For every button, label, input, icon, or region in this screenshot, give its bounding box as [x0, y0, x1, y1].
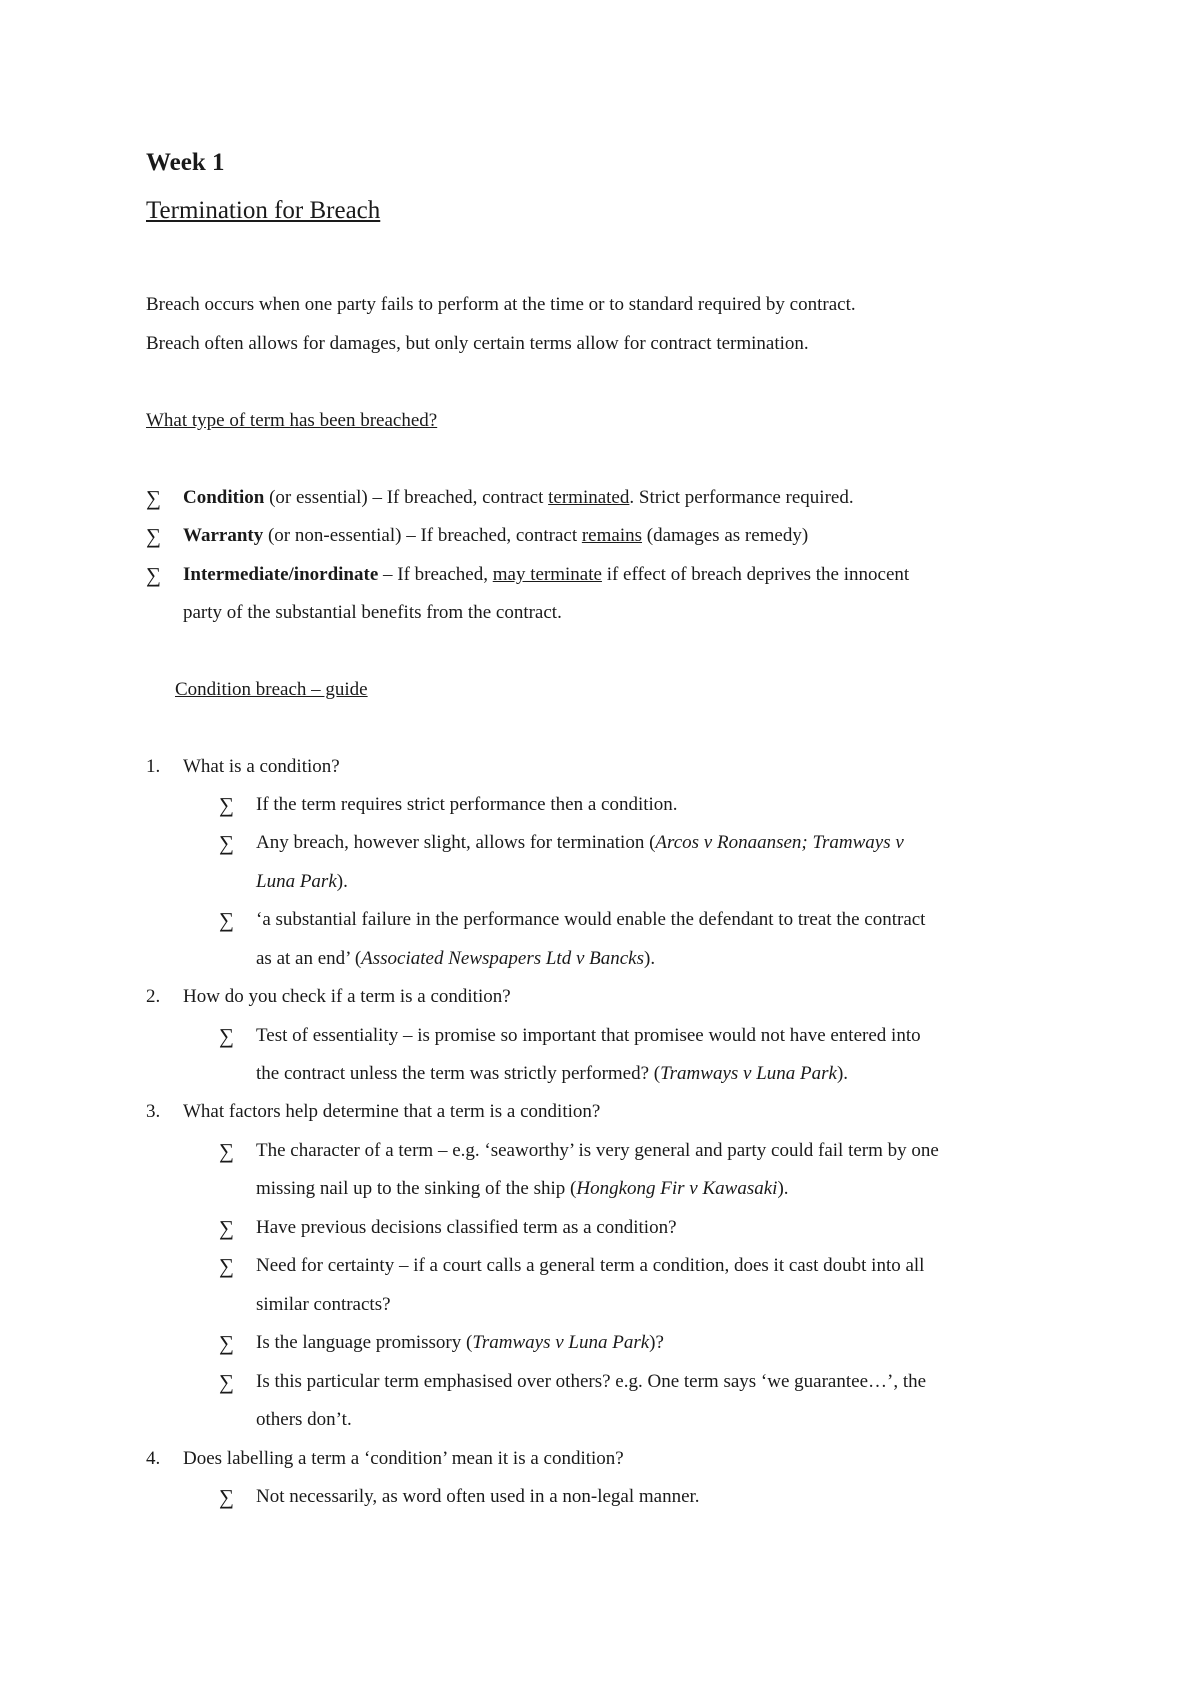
- list-number: 4.: [146, 1448, 161, 1469]
- intro-line-2: Breach often allows for damages, but only certain terms allow for contract termination.: [146, 333, 809, 354]
- q3-bullet-3-cont: similar contracts?: [256, 1294, 391, 1315]
- question-2: How do you check if a term is a condition?: [183, 986, 511, 1007]
- q1-bullet-3-cont: as at an end’ (Associated Newspapers Ltd v Bancks).: [256, 948, 656, 969]
- key-word: may terminate: [492, 564, 602, 585]
- q2-bullet-1-cont: the contract unless the term was strictly performed? (Tramways v Luna Park).: [256, 1063, 849, 1084]
- question-4: Does labelling a term a ‘condition’ mean it is a condition?: [183, 1448, 624, 1469]
- bullet-warranty: Warranty (or non-essential) – If breached, contract remains (damages as remedy): [183, 525, 809, 546]
- case-citation: Luna Park: [256, 871, 337, 892]
- q2-bullet-1: Test of essentiality – is promise so important that promisee would not have entered into: [256, 1025, 921, 1046]
- sigma-bullet-icon: ∑: [219, 793, 234, 817]
- q1-bullet-2-cont: Luna Park).: [256, 871, 348, 892]
- case-citation: Tramways v Luna Park: [660, 1063, 837, 1084]
- term-name: Condition: [183, 487, 265, 508]
- q3-bullet-2: Have previous decisions classified term as a condition?: [256, 1217, 677, 1238]
- sigma-bullet-icon: ∑: [219, 1216, 234, 1240]
- sigma-bullet-icon: ∑: [219, 1370, 234, 1394]
- question-1: What is a condition?: [183, 756, 340, 777]
- q3-bullet-5: Is this particular term emphasised over others? e.g. One term says ‘we guarantee…’, the: [256, 1371, 927, 1392]
- case-citation: Associated Newspapers Ltd v Bancks: [361, 948, 645, 969]
- q3-bullet-1: The character of a term – e.g. ‘seaworthy’ is very general and party could fail term by one: [256, 1140, 939, 1161]
- case-citation: Tramways v Luna Park: [472, 1332, 650, 1353]
- sigma-bullet-icon: ∑: [219, 1254, 234, 1278]
- bullet-condition: Condition (or essential) – If breached, contract terminated. Strict performance required.: [183, 487, 854, 508]
- key-word: remains: [581, 525, 643, 546]
- case-citation: Arcos v Ronaansen; Tramways v: [655, 832, 904, 853]
- intro-line-1: Breach occurs when one party fails to perform at the time or to standard required by contract.: [146, 294, 856, 315]
- q1-bullet-3: ‘a substantial failure in the performance would enable the defendant to treat the contract: [256, 909, 926, 930]
- case-citation: Hongkong Fir v Kawasaki: [576, 1178, 778, 1199]
- sigma-bullet-icon: ∑: [219, 1485, 234, 1509]
- q3-bullet-1-cont: missing nail up to the sinking of the ship (Hongkong Fir v Kawasaki).: [256, 1178, 789, 1199]
- bullet-intermediate-cont: party of the substantial benefits from the contract.: [183, 602, 562, 623]
- q3-bullet-4: Is the language promissory (Tramways v Luna Park)?: [256, 1332, 664, 1353]
- sigma-bullet-icon: ∑: [146, 563, 161, 587]
- page-title: Termination for Breach: [146, 197, 381, 224]
- sigma-bullet-icon: ∑: [146, 524, 161, 548]
- sigma-bullet-icon: ∑: [219, 831, 234, 855]
- question-3: What factors help determine that a term is a condition?: [183, 1101, 601, 1122]
- sigma-bullet-icon: ∑: [219, 1331, 234, 1355]
- sigma-bullet-icon: ∑: [146, 486, 161, 510]
- list-number: 3.: [146, 1101, 161, 1122]
- q3-bullet-5-cont: others don’t.: [256, 1409, 352, 1430]
- q1-bullet-2: Any breach, however slight, allows for termination (Arcos v Ronaansen; Tramways v: [256, 832, 904, 853]
- section-heading-term-type: What type of term has been breached?: [146, 410, 438, 431]
- q4-bullet-1: Not necessarily, as word often used in a non-legal manner.: [256, 1486, 700, 1507]
- list-number: 2.: [146, 986, 161, 1007]
- sigma-bullet-icon: ∑: [219, 908, 234, 932]
- key-word: terminated: [548, 487, 630, 508]
- week-heading: Week 1: [146, 149, 225, 176]
- term-name: Intermediate/inordinate: [183, 564, 379, 585]
- list-number: 1.: [146, 756, 161, 777]
- q1-bullet-1: If the term requires strict performance then a condition.: [256, 794, 678, 815]
- guide-heading: Condition breach – guide: [175, 679, 368, 700]
- bullet-intermediate: Intermediate/inordinate – If breached, may terminate if effect of breach deprives the innocent: [183, 564, 910, 585]
- sigma-bullet-icon: ∑: [219, 1139, 234, 1163]
- term-name: Warranty: [183, 525, 264, 546]
- q3-bullet-3: Need for certainty – if a court calls a general term a condition, does it cast doubt into all: [256, 1255, 925, 1276]
- sigma-bullet-icon: ∑: [219, 1024, 234, 1048]
